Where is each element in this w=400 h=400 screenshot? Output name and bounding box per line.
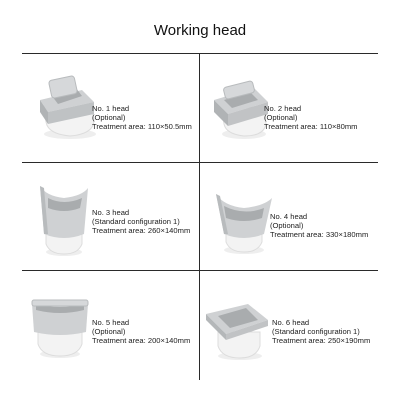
head-note-5: (Optional) (92, 327, 126, 336)
head-note-6: (Standard configuration 1) (272, 327, 360, 336)
working-head-4-icon (214, 190, 274, 256)
head-caption-4 (270, 212, 368, 239)
head-area-6: Treatment area: 250×190mm (272, 336, 371, 345)
head-name-2: No. 2 head (264, 104, 302, 113)
head-area-4: Treatment area: 330×180mm (270, 230, 369, 239)
divider-middle-2 (22, 270, 378, 271)
head-caption-2 (264, 104, 358, 131)
head-note-4: (Optional) (270, 221, 304, 230)
head-caption-3 (92, 208, 190, 235)
working-head-3-icon (36, 182, 92, 258)
head-note-2: (Optional) (264, 113, 298, 122)
head-caption-6 (272, 318, 370, 345)
working-head-6-icon (202, 294, 272, 362)
page-title: Working head (153, 22, 247, 39)
head-card-5 (22, 280, 198, 370)
head-card-6 (202, 280, 378, 370)
divider-middle-1 (22, 162, 378, 163)
head-note-1: (Optional) (92, 113, 126, 122)
head-note-3: (Standard configuration 1) (92, 217, 180, 226)
head-card-3 (22, 172, 198, 262)
head-caption-5 (92, 318, 190, 345)
head-area-2: Treatment area: 110×80mm (264, 122, 358, 131)
head-name-6: No. 6 head (272, 318, 310, 327)
head-area-1: Treatment area: 110×50.5mm (92, 122, 192, 131)
working-head-5-icon (30, 296, 90, 360)
head-card-4 (202, 172, 378, 262)
divider-top (22, 53, 378, 54)
head-caption-1 (92, 104, 192, 131)
head-area-3: Treatment area: 260×140mm (92, 226, 191, 235)
head-name-3: No. 3 head (92, 208, 130, 217)
head-name-1: No. 1 head (92, 104, 130, 113)
divider-vertical (199, 53, 200, 380)
head-area-5: Treatment area: 200×140mm (92, 336, 191, 345)
head-name-5: No. 5 head (92, 318, 130, 327)
head-card-1 (22, 62, 198, 152)
head-card-2 (202, 62, 378, 152)
head-name-4: No. 4 head (270, 212, 308, 221)
